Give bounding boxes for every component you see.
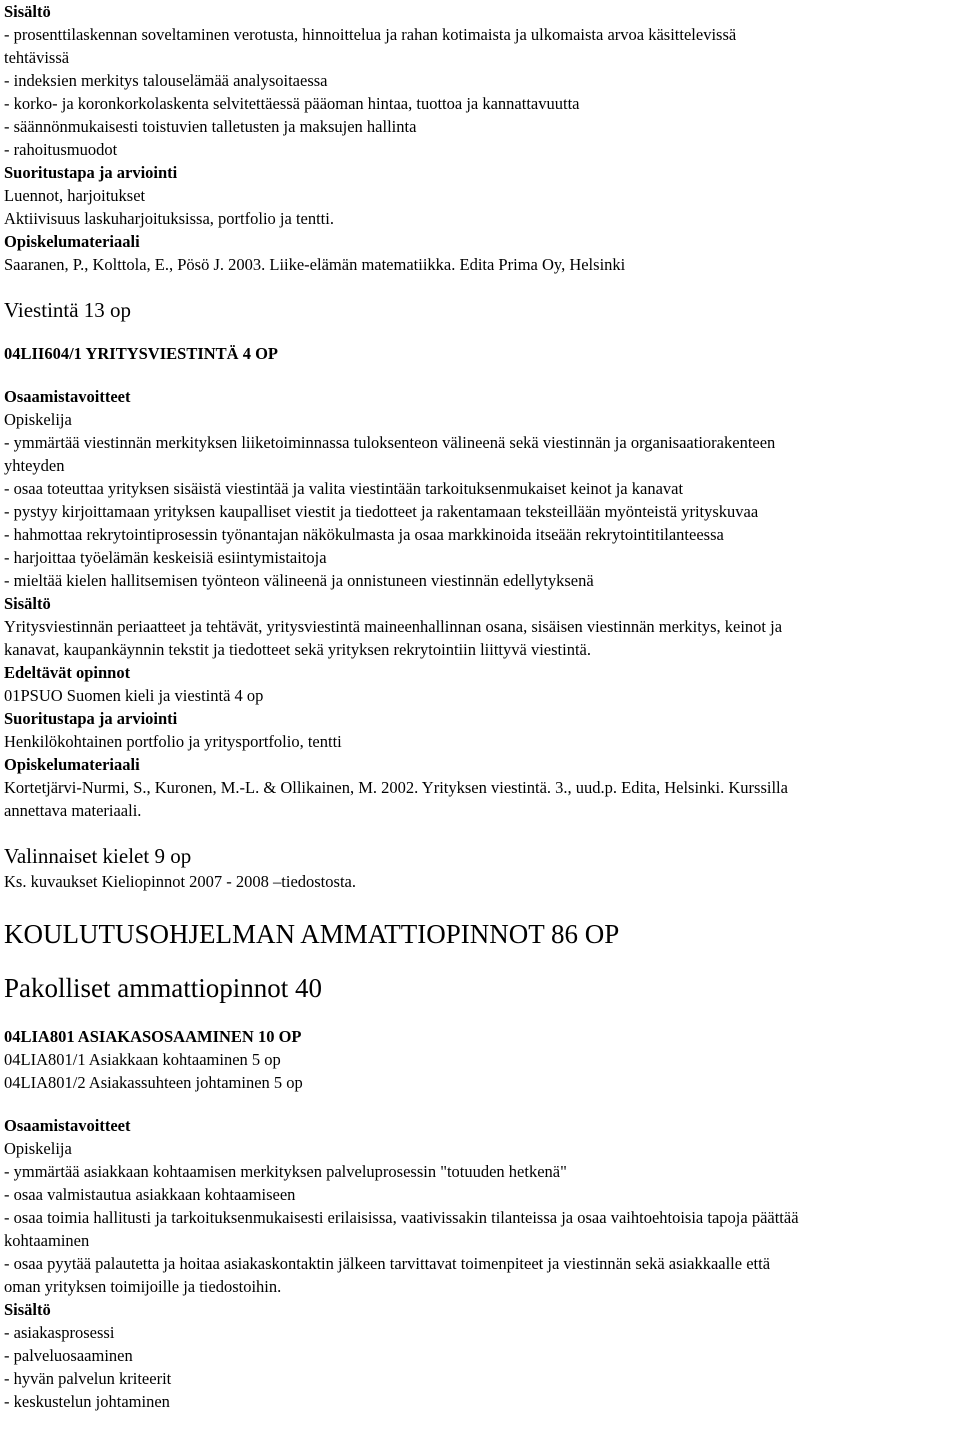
content-line: - harjoittaa työelämän keskeisiä esiintymistaitoja [4,548,327,567]
content-line: - osaa toimia hallitusti ja tarkoituksenmukaisesti erilaisissa, vaativissakin tilanteissa ja osaa vaihtoehtoisia tapoja päättää [4,1208,799,1227]
content-line: - hahmottaa rekrytointiprosessin työnantajan näkökulmasta ja osaa markkinoida itseään rekrytointitilanteessa [4,525,724,544]
content-line: Luennot, harjoitukset [4,186,146,205]
content-line: - mieltää kielen hallitsemisen työnteon välineenä ja onnistuneen viestinnän edellytyksenä [4,571,594,590]
sisalto-heading: Sisältö [4,594,51,613]
content-line: - ymmärtää viestinnän merkityksen liiketoiminnassa tuloksenteon välineenä sekä viestinnän ja organisaatiorakenteen [4,433,776,452]
section-title: Valinnaiset kielet 9 op [4,844,192,868]
content-line: tehtävissä [4,48,70,67]
edeltavat-opinnot-heading: Edeltävät opinnot [4,663,131,682]
opiskelumateriaali-heading: Opiskelumateriaali [4,755,140,774]
content-line: - indeksien merkitys talouselämää analysoitaessa [4,71,328,90]
content-line: - korko- ja koronkorkolaskenta selvitettäessä pääoman hintaa, tuottoa ja kannattavuutta [4,94,580,113]
content-line: - osaa valmistautua asiakkaan kohtaamiseen [4,1185,296,1204]
section-prev-course [4,0,956,276]
content-line: yhteyden [4,456,65,475]
osaamistavoitteet-heading: Osaamistavoitteet [4,1116,131,1135]
content-line: - asiakasprosessi [4,1323,115,1342]
sub-course-line: 04LIA801/1 Asiakkaan kohtaaminen 5 op [4,1050,281,1069]
program-heading: KOULUTUSOHJELMAN AMMATTIOPINNOT 86 OP [4,919,620,949]
suoritustapa-heading: Suoritustapa ja arviointi [4,163,178,182]
content-line: Henkilökohtainen portfolio ja yritysportfolio, tentti [4,732,342,751]
opiskelumateriaali-heading: Opiskelumateriaali [4,232,140,251]
content-line: - keskustelun johtaminen [4,1392,170,1411]
content-line: 01PSUO Suomen kieli ja viestintä 4 op [4,686,264,705]
content-line: - prosenttilaskennan soveltaminen verotusta, hinnoittelua ja rahan kotimaista ja ulkomaista arvoa käsittelevissä [4,25,737,44]
content-line: annettava materiaali. [4,801,142,820]
content-line: - säännönmukaisesti toistuvien talletusten ja maksujen hallinta [4,117,417,136]
sisalto-heading: Sisältö [4,1300,51,1319]
content-line: - osaa pyytää palautetta ja hoitaa asiakaskontaktin jälkeen tarvittavat toimenpiteet ja viestinnän sekä asiakkaalle että [4,1254,771,1273]
course-code-heading: 04LII604/1 YRITYSVIESTINTÄ 4 OP [4,344,278,363]
document [4,0,956,1413]
course-code-heading: 04LIA801 ASIAKASOSAAMINEN 10 OP [4,1027,302,1046]
content-line: - osaa toteuttaa yrityksen sisäistä viestintää ja valita viestintään tarkoituksenmukaiset keinot ja kanavat [4,479,684,498]
suoritustapa-heading: Suoritustapa ja arviointi [4,709,178,728]
content-line: - pystyy kirjoittamaan yrityksen kaupalliset viestit ja tiedotteet ja rakentamaan teksteillään myönteistä yrityskuvaa [4,502,759,521]
osaamistavoitteet-heading: Osaamistavoitteet [4,387,131,406]
content-line: Aktiivisuus laskuharjoituksissa, portfolio ja tentti. [4,209,334,228]
opiskelija-label: Opiskelija [4,1139,72,1158]
opiskelija-label: Opiskelija [4,410,72,429]
content-line: - palveluosaaminen [4,1346,133,1365]
content-line: Ks. kuvaukset Kieliopinnot 2007 - 2008 –tiedostosta. [4,872,356,891]
content-line: Saaranen, P., Kolttola, E., Pösö J. 2003. Liike-elämän matematiikka. Edita Prima Oy, Helsinki [4,255,626,274]
sub-course-line: 04LIA801/2 Asiakassuhteen johtaminen 5 op [4,1073,303,1092]
section-title: Pakolliset ammattiopinnot 40 [4,973,322,1003]
content-line: - rahoitusmuodot [4,140,118,159]
content-line: - ymmärtää asiakkaan kohtaamisen merkityksen palveluprosessin "totuuden hetkenä" [4,1162,567,1181]
content-line: - hyvän palvelun kriteerit [4,1369,172,1388]
content-line: oman yrityksen toimijoille ja tiedostoihin. [4,1277,282,1296]
content-line: Yritysviestinnän periaatteet ja tehtävät, yritysviestintä maineenhallinnan osana, sisäisen viestinnän merkitys, keinot ja [4,617,783,636]
section-pakolliset [4,971,956,1413]
section-title: Viestintä 13 op [4,298,132,322]
section-viestinta [4,296,956,822]
content-line: kanavat, kaupankäynnin tekstit ja tiedotteet sekä yrityksen rekrytointiin liittyvä viestintä. [4,640,591,659]
sisalto-heading: Sisältö [4,2,51,21]
content-line: kohtaaminen [4,1231,90,1250]
section-valinnaiset-kielet [4,842,956,893]
content-line: Kortetjärvi-Nurmi, S., Kuronen, M.-L. & Ollikainen, M. 2002. Yrityksen viestintä. 3., uud.p. Edita, Helsinki. Kurssilla [4,778,788,797]
